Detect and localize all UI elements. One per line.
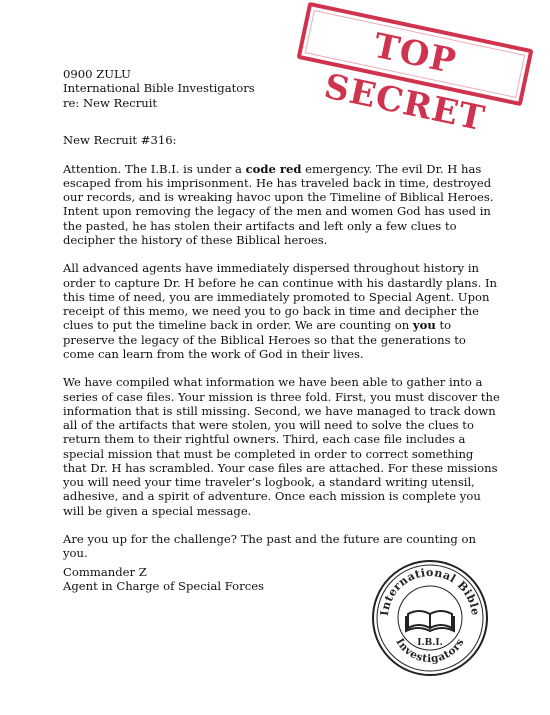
code-red-emphasis: code red bbox=[245, 161, 302, 176]
stamp-text: TOP SECRET bbox=[320, 25, 489, 140]
paragraph-2: All advanced agents have immediately dispersed throughout history in order to capture Dr. H before he can continue with his dastardly plans. In this time of need, you are immediately promoted to Special Agent. Upon receipt of this memo, we need you to go back in time and decipher the clues to put the timeline back in order. We are counting on you to preserve the legacy of the Biblical Heroes so that the generations to come can learn from the work of God in their lives. bbox=[63, 261, 498, 361]
seal-top-text: International Bible bbox=[378, 565, 483, 617]
memo-body bbox=[63, 133, 500, 575]
memo-header bbox=[63, 67, 255, 110]
paragraph-4: Are you up for the challenge? The past and the future are counting on you. bbox=[63, 532, 476, 561]
header-time: 0900 ZULU bbox=[63, 67, 131, 81]
open-bible-icon bbox=[406, 611, 454, 631]
seal-center-text: I.B.I. bbox=[417, 638, 443, 648]
header-subject: re: New Recruit bbox=[63, 95, 158, 110]
header-organization: International Bible Investigators bbox=[63, 81, 255, 96]
ibi-seal bbox=[370, 558, 490, 678]
paragraph-3: We have compiled what information we have been able to gather into a series of case files. Your mission is three fold. First, you must discover the information that is still missing. Second, we have managed to track down all of the artifacts that were stolen, you will need to solve the clues to return them to their rightful owners. Third, each case file includes a special mission that must be completed in order to correct something that Dr. H has scrambled. Your case files are attached. For these missions you will need your time traveler’s logbook, a standard writing utensil, adhesive, and a spirit of adventure. Once each mission is complete you will be given a special message. bbox=[63, 375, 500, 518]
signature-name: Commander Z bbox=[63, 565, 147, 579]
top-secret-stamp bbox=[296, 2, 533, 140]
seal-bottom-text: Investigators bbox=[393, 636, 467, 666]
paragraph-1: Attention. The I.B.I. is under a code red emergency. The evil Dr. H has escaped from his imprisonment. He has traveled back in time, destroyed our records, and is wreaking havoc upon the Timeline of Biblical Heroes. Intent upon removing the legacy of the men and women God has used in the pasted, he has stolen their artifacts and left only a few clues to decipher the history of these Biblical heroes. bbox=[63, 161, 494, 247]
signature-title: Agent in Charge of Special Forces bbox=[63, 579, 265, 594]
you-emphasis: you bbox=[412, 318, 436, 333]
salutation: New Recruit #316: bbox=[63, 133, 177, 147]
signature-block bbox=[63, 565, 264, 594]
